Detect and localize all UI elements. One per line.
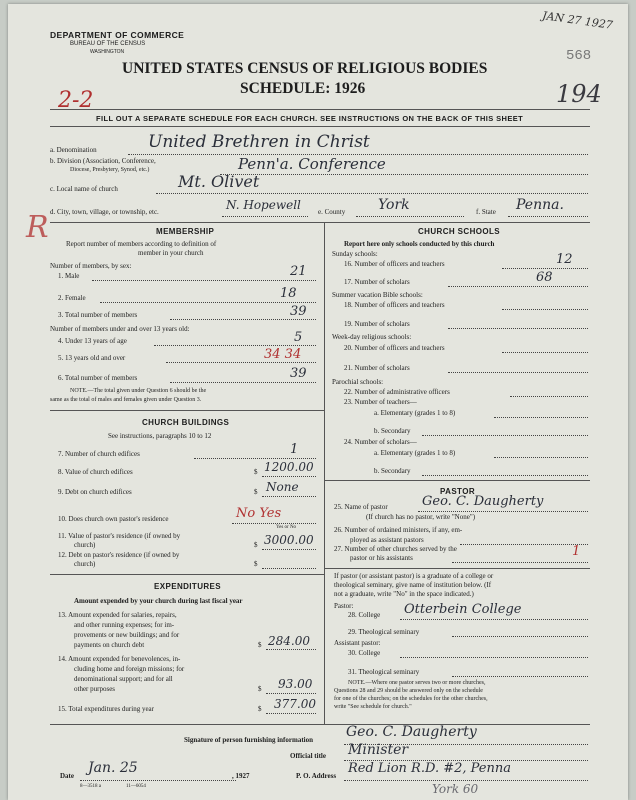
county-line: [356, 216, 464, 217]
q13-dollar: $: [258, 641, 262, 649]
q13-value: 284.00: [268, 634, 310, 648]
q23-label: 23. Number of teachers—: [344, 398, 417, 406]
q28-value: Otterbein College: [404, 602, 522, 617]
q23b-line: [422, 435, 588, 436]
po-address-value: Red Lion R.D. #2, Penna: [348, 761, 511, 776]
q16-line: [502, 268, 588, 269]
q18-label: 18. Number of officers and teachers: [344, 301, 445, 309]
q17-value: 68: [536, 270, 553, 285]
q11-label-2: church): [74, 541, 96, 549]
schools-sub: Report here only schools conducted by this church: [344, 240, 495, 248]
q6-label: 6. Total number of members: [58, 374, 138, 382]
expenditures-sub: Amount expended by your church during last fiscal year: [74, 597, 243, 605]
grad-note-1: If pastor (or assistant pastor) is a graduate of a college or: [334, 572, 494, 580]
q24b-line: [422, 475, 588, 476]
q27-line: [452, 562, 588, 563]
date-value: Jan. 25: [88, 760, 138, 776]
q11-value: 3000.00: [264, 533, 314, 547]
q16-value: 12: [556, 252, 573, 267]
county-label: e. County: [318, 208, 346, 216]
official-title-label: Official title: [290, 752, 326, 760]
census-schedule-sheet: [8, 4, 628, 800]
q26-line-1: 26. Number of ordained ministers, if any, em-: [334, 526, 463, 534]
signature-value: Geo. C. Daugherty: [346, 724, 477, 740]
q27-value: 1: [572, 544, 581, 559]
q14-line-1: 14. Amount expended for benevolences, in-: [58, 655, 181, 663]
q14-dollar: $: [258, 685, 262, 693]
local-name-value: Mt. Olivet: [178, 172, 260, 191]
grad-rule: [324, 568, 590, 569]
city-town-label: d. City, town, village, or township, etc.: [50, 208, 159, 216]
q19-label: 19. Number of scholars: [344, 320, 410, 328]
q13-line-4: payments on church debt: [74, 641, 145, 649]
members-by-sex-label: Number of members, by sex:: [50, 262, 132, 270]
state-line: [508, 216, 588, 217]
q23a-label: a. Elementary (grades 1 to 8): [374, 409, 456, 417]
buildings-heading: CHURCH BUILDINGS: [142, 418, 230, 427]
q7-label: 7. Number of church edifices: [58, 450, 140, 458]
q31-line: [452, 676, 588, 677]
q14-value: 93.00: [278, 677, 313, 691]
grad-note-2: theological seminary, give name of institution below. (If: [334, 581, 492, 589]
q14-line-3: denominational support; and for all: [74, 675, 173, 683]
q7-line: [194, 458, 316, 459]
red-r-mark: R: [26, 210, 49, 245]
q13-line-1: 13. Amount expended for salaries, repairs,: [58, 611, 177, 619]
q3-value: 39: [290, 304, 307, 319]
bureau-label: BUREAU OF THE CENSUS: [70, 41, 146, 47]
q12-line: [262, 568, 316, 569]
local-name-line: [156, 193, 588, 194]
q20-line: [502, 352, 588, 353]
division-value: Penn'a. Conference: [238, 155, 386, 173]
pastor-note-3: for one of the churches; on the schedules for the other churches,: [334, 696, 488, 702]
pastor-rule: [324, 480, 590, 481]
q15-line: [266, 713, 316, 714]
denomination-label: a. Denomination: [50, 146, 97, 154]
section-rule-top: [50, 222, 590, 223]
grad-note-3: not a graduate, write "No" in the space indicated.): [334, 590, 474, 598]
buildings-sub: See instructions, paragraphs 10 to 12: [108, 432, 212, 440]
q1-line: [92, 280, 316, 281]
q12-dollar: $: [254, 560, 258, 568]
expenditures-rule: [50, 574, 324, 575]
q19-line: [448, 328, 588, 329]
q1-value: 21: [290, 264, 307, 279]
q11-line: [262, 549, 316, 550]
q27-line-2: pastor or his assistants: [350, 554, 413, 562]
print-code: 11—6054: [126, 784, 146, 789]
q13-line-3: provements or new buildings; and for: [74, 631, 180, 639]
pastor-note-4: write "See schedule for church.": [334, 704, 412, 710]
q29-line: [452, 636, 588, 637]
q25-line: [418, 511, 588, 512]
received-date-stamp: JAN 27 1927: [541, 9, 614, 32]
age-groups-label: Number of members under and over 13 years old:: [50, 325, 190, 333]
q29-label: 29. Theological seminary: [348, 628, 420, 636]
q22-line: [510, 396, 588, 397]
q10-line: [232, 523, 316, 524]
city-town-line: [222, 216, 308, 217]
q10-value: No Yes: [236, 506, 282, 521]
q6-value: 39: [290, 366, 307, 381]
q1-label: 1. Male: [58, 272, 80, 280]
q25-hint: (If church has no pastor, write "None"): [366, 513, 476, 521]
handwritten-code-left: 2-2: [58, 88, 94, 113]
q23a-line: [494, 417, 588, 418]
q5-label: 5. 13 years old and over: [58, 354, 126, 362]
q24a-label: a. Elementary (grades 1 to 8): [374, 449, 456, 457]
q24a-line: [494, 457, 588, 458]
denomination-value: United Brethren in Christ: [148, 132, 370, 152]
q12-label-2: church): [74, 560, 96, 568]
stamp-number: 568: [566, 48, 592, 64]
date-label: Date: [60, 772, 74, 780]
membership-intro: Report number of members according to definition of: [66, 240, 217, 248]
date-year: , 1927: [232, 772, 250, 780]
weekday-schools-label: Week-day religious schools:: [332, 333, 412, 341]
q30-label: 30. College: [348, 649, 381, 657]
q4-label: 4. Under 13 years of age: [58, 337, 127, 345]
q27-line-1: 27. Number of other churches served by the: [334, 545, 457, 553]
pastor-sub-label: Pastor:: [334, 602, 354, 610]
q9-line: [262, 496, 316, 497]
pastor-note-1: NOTE.—Where one pastor serves two or more churches,: [348, 680, 486, 686]
q22-label: 22. Number of administrative officers: [344, 388, 450, 396]
q24-label: 24. Number of scholars—: [344, 438, 417, 446]
membership-heading: MEMBERSHIP: [156, 227, 215, 236]
official-title-value: Minister: [348, 742, 409, 758]
q15-label: 15. Total expenditures during year: [58, 705, 154, 713]
sunday-schools-label: Sunday schools:: [332, 250, 378, 258]
membership-intro-2: member in your church: [138, 249, 204, 257]
q14-line-2: cluding home and foreign missions; for: [74, 665, 185, 673]
q8-value: 1200.00: [264, 460, 314, 474]
q15-value: 377.00: [274, 697, 316, 711]
parochial-schools-label: Parochial schools:: [332, 378, 384, 386]
expenditures-heading: EXPENDITURES: [154, 582, 222, 591]
q21-label: 21. Number of scholars: [344, 364, 410, 372]
q11-dollar: $: [254, 541, 258, 549]
q9-value: None: [266, 480, 299, 494]
q12-label: 12. Debt on pastor's residence (if owned by: [58, 551, 180, 559]
local-name-label: c. Local name of church: [50, 185, 118, 193]
q9-label: 9. Debt on church edifices: [58, 488, 132, 496]
division-label: b. Division (Association, Conference,: [50, 157, 156, 165]
instructions-banner: FILL OUT A SEPARATE SCHEDULE FOR EACH CHURCH. SEE INSTRUCTIONS ON THE BACK OF THIS SHEET: [96, 114, 524, 123]
q13-line: [266, 649, 316, 650]
form-title: UNITED STATES CENSUS OF RELIGIOUS BODIES: [122, 60, 488, 77]
date-line: [80, 780, 236, 781]
q17-label: 17. Number of scholars: [344, 278, 410, 286]
q28-label: 28. College: [348, 611, 381, 619]
q26-line: [460, 544, 588, 545]
q14-line-4: other purposes: [74, 685, 116, 693]
q2-value: 18: [280, 286, 297, 301]
q25-value: Geo. C. Daugherty: [422, 494, 544, 509]
division-label-2: Diocese, Presbytery, Synod, etc.): [70, 167, 150, 173]
q17-line: [448, 286, 588, 287]
column-divider: [324, 222, 325, 724]
membership-note-2: same as the total of males and females given under Question 3.: [50, 397, 202, 403]
header-rule-bottom: [50, 126, 590, 127]
q20-label: 20. Number of officers and teachers: [344, 344, 445, 352]
q8-label: 8. Value of church edifices: [58, 468, 133, 476]
q5-value: 34 34: [264, 347, 302, 362]
q3-label: 3. Total number of members: [58, 311, 138, 319]
q16-label: 16. Number of officers and teachers: [344, 260, 445, 268]
q4-value: 5: [294, 330, 303, 345]
q25-label: 25. Name of pastor: [334, 503, 388, 511]
q26-line-2: ployed as assistant pastors: [350, 536, 424, 544]
signature-label: Signature of person furnishing information: [184, 736, 313, 744]
q10-label: 10. Does church own pastor's residence: [58, 515, 169, 523]
handwritten-bottom-note: York 60: [432, 782, 479, 796]
header-rule-top: [50, 109, 590, 110]
q10-hint: Yes or No: [276, 525, 297, 530]
buildings-rule: [50, 410, 324, 411]
department-label: DEPARTMENT OF COMMERCE: [50, 30, 185, 40]
q18-line: [502, 309, 588, 310]
q14-line: [266, 693, 316, 694]
city-town-value: N. Hopewell: [226, 198, 301, 212]
pastor-heading: PASTOR: [440, 487, 475, 496]
footer-rule: [50, 724, 590, 725]
assistant-pastor-label: Assistant pastor:: [334, 639, 381, 647]
handwritten-code-right: 194: [556, 80, 602, 108]
division-line: [220, 174, 588, 175]
state-label: f. State: [476, 208, 496, 216]
q30-line: [400, 657, 588, 658]
q21-line: [448, 372, 588, 373]
q2-label: 2. Female: [58, 294, 86, 302]
po-address-line: [344, 780, 588, 781]
q13-line-2: and other running expenses; for im-: [74, 621, 175, 629]
q7-value: 1: [290, 442, 299, 457]
q23b-label: b. Secondary: [374, 427, 411, 435]
city-label: WASHINGTON: [90, 49, 125, 55]
state-value: Penna.: [516, 197, 564, 213]
q9-dollar: $: [254, 488, 258, 496]
q28-line: [400, 619, 588, 620]
q6-line: [170, 382, 316, 383]
summer-schools-label: Summer vacation Bible schools:: [332, 291, 423, 299]
q24b-label: b. Secondary: [374, 467, 411, 475]
county-value: York: [378, 197, 410, 213]
po-address-label: P. O. Address: [296, 772, 337, 780]
schools-heading: CHURCH SCHOOLS: [418, 227, 501, 236]
q3-line: [170, 319, 316, 320]
q5-line: [166, 362, 316, 363]
q4-line: [154, 345, 316, 346]
pastor-note-2: Questions 28 and 29 should be answered only on the schedule: [334, 688, 483, 694]
q8-line: [262, 476, 316, 477]
q15-dollar: $: [258, 705, 262, 713]
q8-dollar: $: [254, 468, 258, 476]
q31-label: 31. Theological seminary: [348, 668, 420, 676]
schedule-title: SCHEDULE: 1926: [240, 80, 366, 97]
q11-label: 11. Value of pastor's residence (if owned by: [58, 532, 181, 540]
membership-note: NOTE.—The total given under Question 6 should be the: [70, 388, 207, 394]
q2-line: [100, 302, 316, 303]
form-code: 8—3518 a: [80, 784, 101, 789]
